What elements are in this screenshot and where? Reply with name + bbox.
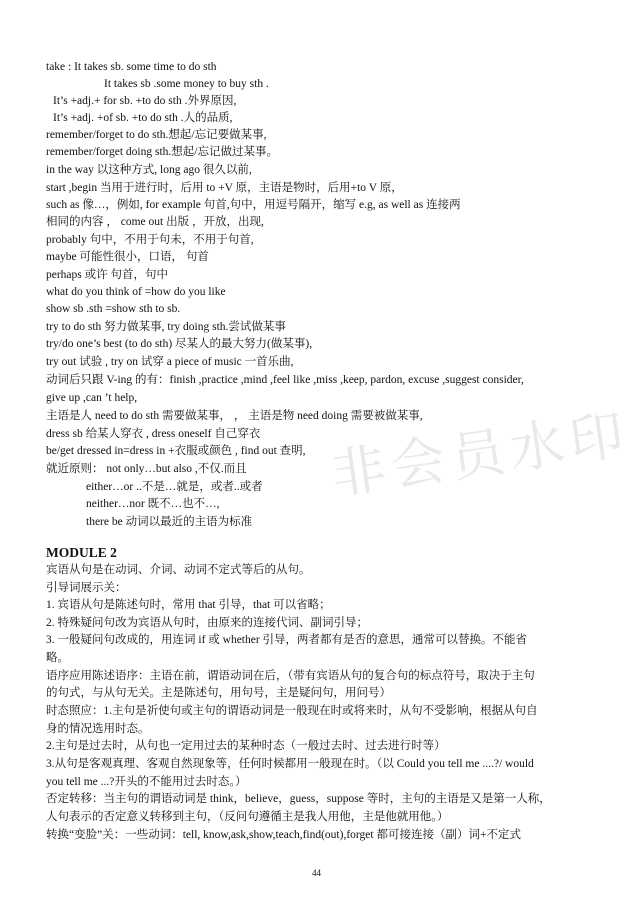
watermark: 非会员水印: [327, 402, 634, 507]
text-line: It takes sb .some money to buy sth .: [104, 78, 269, 90]
text-line: 2. 特殊疑问句改为宾语从句时，由原来的连接代词、副词引导；: [46, 617, 368, 629]
text-line: 身的情况选用时态。: [46, 723, 150, 735]
text-line: remember/forget to do sth.想起/忘记要做某事,: [46, 129, 267, 141]
text-line: 转换“变脸”关：一些动词：tell, know,ask,show,teach,find(out),forget 都可接连接（副）词+不定式: [46, 829, 521, 841]
text-line: It’s +adj.+ for sb. +to do sth .外界原因,: [53, 95, 237, 107]
text-line: try/do one’s best (to do sth) 尽某人的最大努力(做某事),: [46, 338, 313, 350]
text-line: be/get dressed in=dress in +衣服或颜色 , find out 查明,: [46, 445, 306, 457]
text-line: 语序应用陈述语序：主语在前，谓语动词在后，（带有宾语从句的复合句的标点符号，取决于主句: [46, 670, 535, 682]
text-line: give up ,can ’t help,: [46, 392, 138, 404]
text-line: 3.从句是客观真理、客观自然现象等，任何时候都用一般现在时。（以 Could you tell me ....?/ would: [46, 758, 534, 770]
text-line: remember/forget doing sth.想起/忘记做过某事。: [46, 146, 278, 158]
text-line: such as 像…，例如, for example 句首,句中，用逗号隔开，缩写 e.g, as well as 连接两: [46, 199, 461, 211]
text-line: there be 动词以最近的主语为标准: [86, 516, 253, 528]
text-line: 的句式，与从句无关。主是陈述句，用句号，主是疑问句，用问号）: [46, 687, 391, 699]
text-line: start ,begin 当用于进行时，后用 to +V 原，主语是物时，后用+to V 原，: [46, 182, 403, 194]
text-line: in the way 以这种方式, long ago 很久以前,: [46, 164, 252, 176]
text-line: try out 试验 , try on 试穿 a piece of music 一首乐曲,: [46, 356, 294, 368]
text-line: take : It takes sb. some time to do sth: [46, 61, 217, 73]
text-line: 宾语从句是在动词、介词、动词不定式等后的从句。: [46, 564, 311, 576]
text-line: what do you think of =how do you like: [46, 286, 226, 298]
text-line: 否定转移：当主句的谓语动词是 think，believe，guess，suppose 等时，主句的主语是又是第一人称，: [46, 793, 551, 805]
text-line: you tell me ...?开头的不能用过去时态。）: [46, 776, 247, 788]
text-line: neither…nor 既不…也不…,: [86, 498, 220, 510]
text-line: 3. 一般疑问句改成的，用连词 if 或 whether 引导，两者都有是否的意思，通常可以替换。不能省: [46, 634, 528, 646]
section-heading: MODULE 2: [46, 545, 117, 560]
text-line: 动词后只跟 V-ing 的有：finish ,practice ,mind ,feel like ,miss ,keep, pardon, excuse ,suggest consider,: [46, 374, 524, 386]
text-line: either…or ..不是…就是，或者..或者: [86, 481, 263, 493]
text-line: perhaps 或许 句首，句中: [46, 269, 169, 281]
text-line: 就近原则： not only…but also ,不仅.而且: [46, 463, 247, 475]
text-line: 主语是人 need to do sth 需要做某事， ， 主语是物 need doing 需要被做某事,: [46, 410, 423, 422]
page-number: 44: [312, 868, 321, 878]
text-line: 1. 宾语从句是陈述句时，常用 that 引导，that 可以省略；: [46, 599, 331, 611]
text-line: 略。: [46, 652, 69, 664]
text-line: It’s +adj. +of sb. +to do sth .人的品质,: [53, 112, 233, 124]
text-line: 引导词展示关：: [46, 582, 127, 594]
text-line: probably 句中，不用于句未，不用于句首,: [46, 234, 254, 246]
text-line: 相同的内容 ， come out 出版 ，开放，出现,: [46, 216, 264, 228]
text-line: 人句表示的否定意义转移到主句，（反问句遵循主是我人用他，主是他就用他。）: [46, 811, 449, 823]
text-line: show sb .sth =show sth to sb.: [46, 303, 181, 315]
text-line: dress sb 给某人穿衣 , dress oneself 自己穿衣: [46, 428, 261, 440]
text-line: 时态照应：1.主句是祈使句或主句的谓语动词是一般现在时或将来时，从句不受影响，根据从句自: [46, 705, 538, 717]
text-line: 2.主句是过去时，从句也一定用过去的某种时态（一般过去时、过去进行时等）: [46, 740, 446, 752]
text-line: maybe 可能性很小，口语， 句首: [46, 251, 209, 263]
text-line: try to do sth 努力做某事, try doing sth.尝试做某事: [46, 321, 286, 333]
